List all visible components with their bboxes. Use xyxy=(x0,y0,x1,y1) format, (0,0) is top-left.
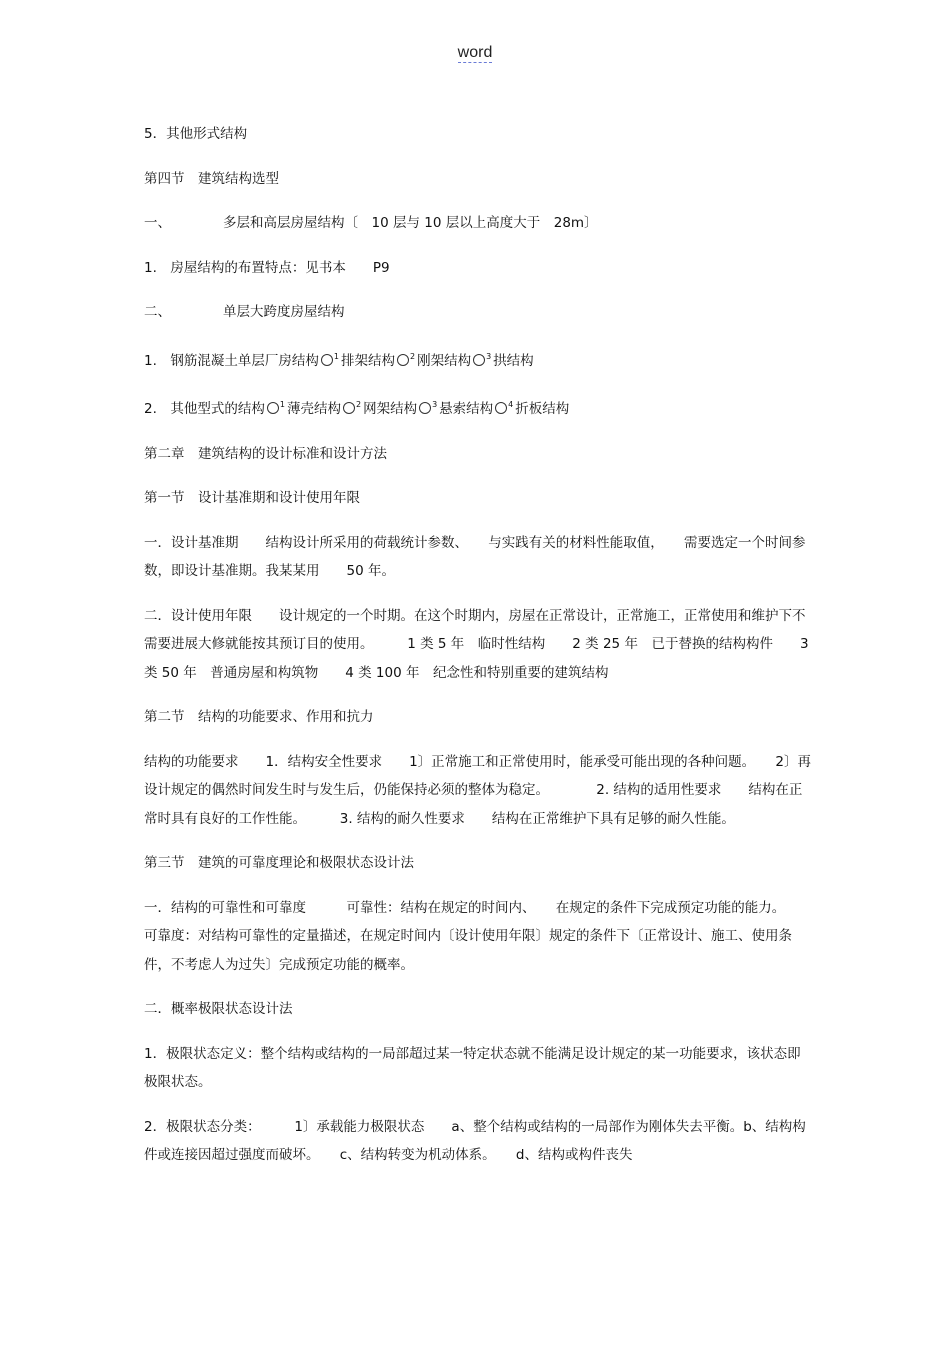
list-item: 薄壳结构 xyxy=(286,401,341,417)
list-item: 折板结构 xyxy=(515,401,570,417)
paragraph-5 xyxy=(144,298,814,327)
section-heading-4: 第四节 建筑结构选型 xyxy=(144,170,279,187)
paragraph-6 xyxy=(144,343,814,376)
item-number: 3 xyxy=(432,400,438,409)
paragraph-limit-state-classification: 2．极限状态分类： 1〕承载能力极限状态 a、整个结构或结构的一局部作为刚体失去平衡。b、结构构件或连接因超过强度而破坏。 c、结构转变为机动体系。 d、结构或构件丧失 xyxy=(144,1118,806,1163)
list-marker: 二、 xyxy=(144,304,171,320)
paragraph-design-reference-period: 一．设计基准期 结构设计所采用的荷载统计参数、 与实践有关的材料性能取值， 需要选定一个时间参数，即设计基准期。我某某用 50 年。 xyxy=(144,534,806,579)
paragraph-4: 1. 房屋结构的布置特点：见书本 P9 xyxy=(144,259,390,276)
section-heading-1: 第一节 设计基准期和设计使用年限 xyxy=(144,490,360,506)
list-item: 排架结构 xyxy=(340,352,395,369)
header-title: word xyxy=(457,44,493,61)
list-item: 网架结构 xyxy=(363,401,418,417)
paragraph-6-lead: 1. 钢筋混凝土单层厂房结构 xyxy=(144,352,319,369)
circle-icon xyxy=(267,402,279,414)
item-number: 2 xyxy=(355,400,362,409)
item-number: 3 xyxy=(486,351,492,361)
list-item: 刚架结构 xyxy=(417,352,472,369)
circle-icon xyxy=(495,402,507,414)
item-number: 1 xyxy=(279,400,285,409)
list-item: 拱结构 xyxy=(493,352,534,369)
paragraph-design-service-life: 二．设计使用年限 设计规定的一个时期。在这个时期内，房屋在正常设计，正常施工，正常使用和维护下不需要进展大修就能按其预订目的使用。 1 类 5 年 临时性结构 2 类 25 年 已于替换的结构构件 3 类 50 年 普通房屋和构筑物 4 类 100 年 纪念性和特别重要的建筑结构 xyxy=(144,607,809,681)
paragraph-7-lead: 2. 其他型式的结构 xyxy=(144,401,265,417)
paragraph-3-text: 多层和高层房屋结构〔 10 层与 10 层以上高度大于 28m〕 xyxy=(223,215,598,231)
circle-icon xyxy=(397,354,409,366)
paragraph-7 xyxy=(144,391,814,424)
paragraph-reliability: 一．结构的可靠性和可靠度 可靠性：结构在规定的时间内、 在规定的条件下完成预定功能的能力。 可靠度：对结构可靠性的定量描述，在规定时间内〔设计使用年限〕规定的条件下〔正常设计、施工、使用条件，不考虑人为过失〕完成预定功能的概率。 xyxy=(144,899,806,973)
item-number: 1 xyxy=(333,351,339,361)
document-body xyxy=(144,120,814,1186)
list-item: 悬索结构 xyxy=(439,401,494,417)
circle-icon xyxy=(343,402,355,414)
paragraph-functional-requirements: 结构的功能要求 1．结构安全性要求 1〕正常施工和正常使用时，能承受可能出现的各种问题。 2〕再设计规定的偶然时间发生时与发生后，仍能保持必须的整体为稳定。 2. 结构的适用性要求 结构在正常时具有良好的工作性能。 3. 结构的耐久性要求 结构在正常维护下具有足够的耐久性能。 xyxy=(144,753,812,827)
list-marker: 一、 xyxy=(144,215,171,231)
paragraph-limit-state-definition: 1．极限状态定义：整个结构或结构的一局部超过某一特定状态就不能满足设计规定的某一功能要求，该状态即极限状态。 xyxy=(144,1045,801,1090)
section-heading-2: 第二节 结构的功能要求、作用和抗力 xyxy=(144,709,374,725)
paragraph-3 xyxy=(144,209,814,238)
circle-icon xyxy=(473,354,485,366)
item-number: 4 xyxy=(508,400,514,409)
chapter-heading-2: 第二章 建筑结构的设计标准和设计方法 xyxy=(144,445,387,462)
circle-icon xyxy=(419,402,431,414)
paragraph-5-text: 单层大跨度房屋结构 xyxy=(223,304,345,320)
paragraph-limit-state-method: 二．概率极限状态设计法 xyxy=(144,1001,293,1017)
item-number: 2 xyxy=(409,351,416,361)
page-header xyxy=(0,44,950,62)
circle-icon xyxy=(321,354,333,366)
section-heading-3: 第三节 建筑的可靠度理论和极限状态设计法 xyxy=(144,855,414,871)
paragraph-1: 5．其他形式结构 xyxy=(144,126,248,142)
